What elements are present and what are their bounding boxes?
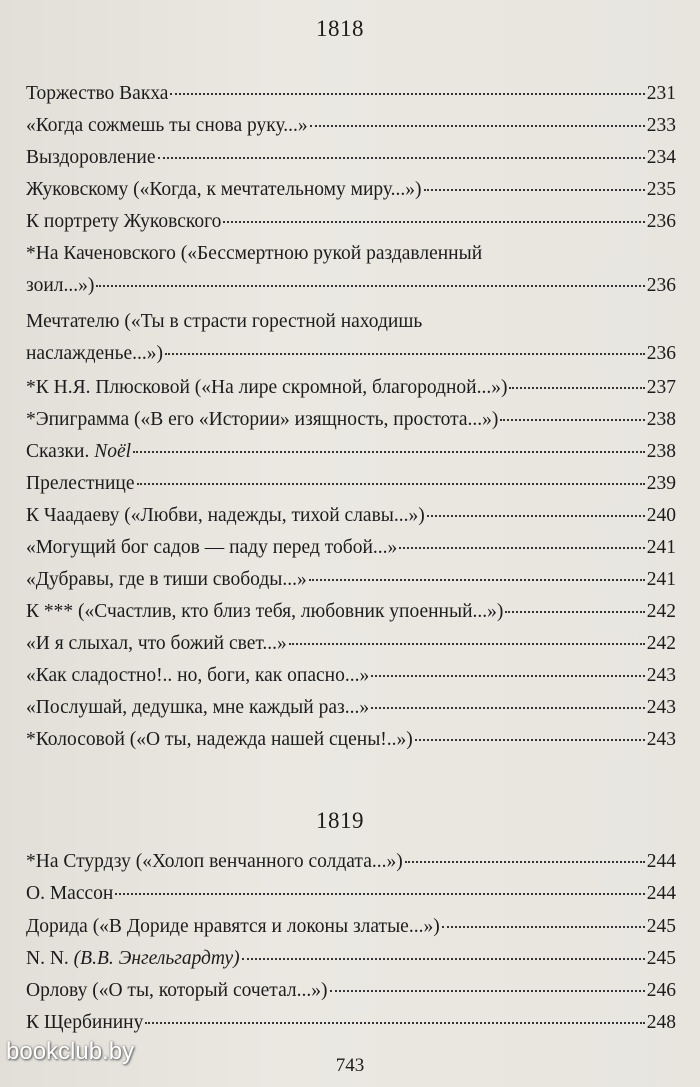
toc-entry [26, 724, 676, 756]
toc-entry [26, 78, 676, 110]
entry-title-italic: (В.В. Энгельгардту) [73, 948, 240, 969]
toc-entry [26, 206, 676, 238]
entry-title: К портрету Жуковского [26, 211, 222, 232]
dot-leader [505, 611, 644, 613]
entry-page: 244 [646, 883, 676, 904]
entry-page: 240 [646, 505, 676, 526]
toc-entry [26, 468, 676, 500]
dot-leader [415, 739, 645, 741]
dot-leader [115, 893, 644, 895]
entry-page: 243 [646, 729, 676, 750]
entry-page: 234 [646, 147, 676, 168]
entry-title: Дорида («В Дориде нравятся и локоны златые...») [26, 916, 440, 937]
toc-entry [26, 142, 676, 174]
entry-page: 237 [646, 377, 676, 398]
toc-entry [26, 500, 676, 532]
dot-leader [137, 483, 645, 485]
entry-title: Торжество Вакха [26, 83, 169, 104]
toc-entry [26, 372, 676, 404]
toc-entry [26, 1007, 676, 1039]
dot-leader [424, 189, 645, 191]
toc-entry [26, 404, 676, 436]
entry-title-line2: наслажденье...») [26, 343, 164, 364]
entry-title: Выздоровление [26, 147, 156, 168]
entry-page: 236 [646, 275, 676, 296]
toc-entry [26, 660, 676, 692]
entry-page: 236 [646, 211, 676, 232]
toc-entry [26, 846, 676, 878]
entry-page: 245 [646, 948, 676, 969]
entry-page: 238 [646, 409, 676, 430]
entry-title: Орлову («О ты, который сочетал...») [26, 980, 328, 1001]
entry-title-prefix: N. N. [26, 948, 74, 969]
entry-title: О. Массон [26, 883, 114, 904]
toc-entry [26, 564, 676, 596]
dot-leader [509, 387, 644, 389]
entry-title: Жуковскому («Когда, к мечтательному миру...») [26, 179, 422, 200]
entry-page: 241 [646, 537, 676, 558]
dot-leader [165, 353, 645, 355]
entry-page: 236 [646, 343, 676, 364]
entry-title-line1: *На Каченовского («Бессмертною рукой раздавленный [26, 243, 483, 264]
entry-title: «И я слыхал, что божий свет...» [26, 633, 287, 654]
entry-title: К *** («Счастлив, кто близ тебя, любовник упоенный...») [26, 601, 504, 622]
toc-entry [26, 628, 676, 660]
entry-page: 243 [646, 665, 676, 686]
watermark: bookclub.by [6, 1038, 135, 1065]
entry-title: «Дубравы, где в тиши свободы...» [26, 569, 307, 590]
dot-leader [310, 125, 645, 127]
entry-title: К Чаадаеву («Любви, надежды, тихой славы...») [26, 505, 425, 526]
entry-page: 242 [646, 633, 676, 654]
dot-leader [330, 990, 645, 992]
entry-page: 241 [646, 569, 676, 590]
toc-entry [26, 532, 676, 564]
dot-leader [427, 515, 645, 517]
entry-title: Прелестнице [26, 473, 135, 494]
entry-title: *Эпиграмма («В его «Истории» изящность, простота...») [26, 409, 499, 430]
entry-title [26, 943, 240, 975]
dot-leader [133, 451, 645, 453]
dot-leader [371, 675, 645, 677]
dot-leader [158, 157, 645, 159]
entry-title: «Когда сожмешь ты снова руку...» [26, 115, 308, 136]
dot-leader [289, 643, 645, 645]
entry-page: 235 [646, 179, 676, 200]
entry-page: 233 [646, 115, 676, 136]
entry-title-line2: зоил...») [26, 275, 95, 296]
toc-entry [26, 975, 676, 1007]
dot-leader [399, 547, 644, 549]
entry-page: 242 [646, 601, 676, 622]
entry-page: 245 [646, 916, 676, 937]
entry-title: К Щербинину [26, 1012, 144, 1033]
toc-entry [26, 306, 676, 372]
dot-leader [371, 707, 645, 709]
entry-page: 238 [646, 441, 676, 462]
dot-leader [145, 1022, 644, 1024]
dot-leader [170, 93, 644, 95]
entry-title-italic: Noël [94, 441, 132, 462]
entry-page: 246 [646, 980, 676, 1001]
toc-entry [26, 110, 676, 142]
dot-leader [96, 285, 644, 287]
entry-title: «Как сладостно!.. но, боги, как опасно...» [26, 665, 370, 686]
dot-leader [309, 579, 645, 581]
section-year-1819: 1819 [316, 808, 364, 833]
entry-title: «Послушай, дедушка, мне каждый раз...» [26, 697, 370, 718]
dot-leader [405, 861, 645, 863]
toc-entry [26, 238, 676, 304]
entry-page: 244 [646, 851, 676, 872]
entry-title: *На Стурдзу («Холоп венчанного солдата...») [26, 851, 403, 872]
toc-entry [26, 174, 676, 206]
entry-page: 239 [646, 473, 676, 494]
entry-title: «Могущий бог садов — паду перед тобой...» [26, 537, 398, 558]
toc-entry [26, 692, 676, 724]
toc-entry [26, 436, 676, 468]
entry-title [26, 436, 131, 468]
dot-leader [500, 419, 644, 421]
entry-title-line1: Мечтателю («Ты в страсти горестной находишь [26, 311, 423, 332]
entry-title: *Колосовой («О ты, надежда нашей сцены!..») [26, 729, 413, 750]
toc-entry [26, 943, 676, 975]
dot-leader [242, 958, 645, 960]
toc-entry [26, 596, 676, 628]
entry-page: 243 [646, 697, 676, 718]
page-number: 743 [335, 1055, 365, 1076]
entry-page: 231 [646, 83, 676, 104]
entry-page: 248 [646, 1012, 676, 1033]
entry-title-prefix: Сказки. [26, 441, 95, 462]
toc-entry [26, 911, 676, 943]
dot-leader [442, 926, 645, 928]
section-year-1818: 1818 [316, 16, 364, 41]
toc-entry [26, 878, 676, 910]
dot-leader [223, 221, 644, 223]
entry-title: *К Н.Я. Плюсковой («На лире скромной, благородной...») [26, 377, 508, 398]
